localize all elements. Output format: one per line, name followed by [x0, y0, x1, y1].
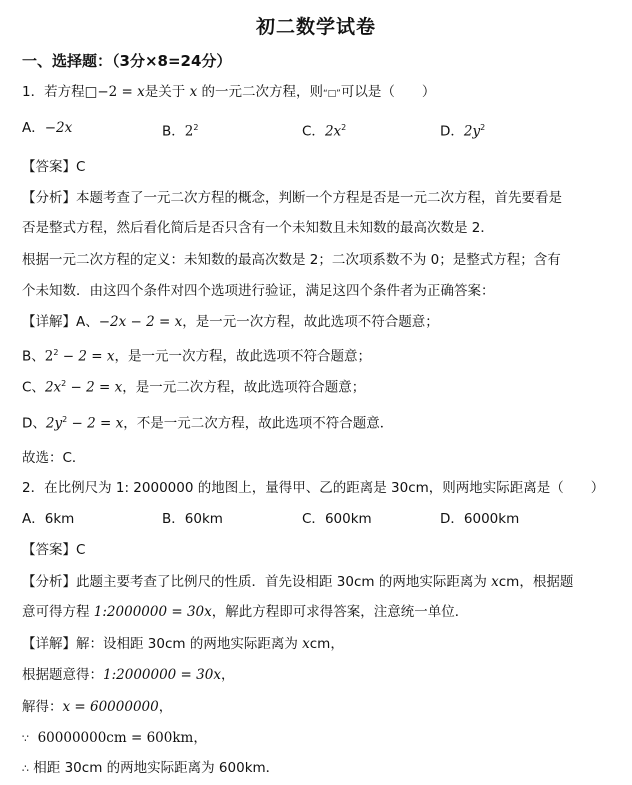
page-title: 初二数学试卷: [255, 16, 376, 38]
question-1-conclusion: 故选：C．: [22, 450, 86, 466]
question-1-detail-b: B、$2^2 - 2 = x$，是一元一次方程，故此选项不符合题意；: [22, 348, 371, 365]
question-1-stem: 1．若方程□−2 = x是关于 x 的一元二次方程，则“□”可以是（ ）: [22, 84, 436, 100]
choice-c: C．600km: [302, 511, 372, 527]
question-2-step-4: ∴ 相距 30cm 的两地实际距离为 600km．: [22, 760, 280, 776]
question-2-analysis-line-1: 【分析】此题主要考查了比例尺的性质．首先设相距 30cm 的两地实际距离为 xcm，根据题: [22, 574, 574, 590]
question-1-analysis-line-1: 【分析】本题考查了一元二次方程的概念，判断一个方程是否是一元二次方程，首先要看是: [22, 190, 562, 206]
choice-b: B．$2^2$: [162, 123, 199, 140]
question-1-detail-d: D、$2y^2 - 2 = x$，不是一元二次方程，故此选项不符合题意．: [22, 415, 394, 432]
question-2-analysis-line-2: 意可得方程 1:2000000 = 30x，解此方程即可求得答案，注意统一单位．: [22, 604, 469, 620]
question-2-step-1: 根据题意得：1:2000000 = 30x，: [22, 667, 235, 683]
choice-d: D．$2y^2$: [440, 123, 486, 140]
question-1-analysis-line-2: 否是整式方程，然后看化简后是否只含有一个未知数且未知数的最高次数是 2．: [22, 220, 494, 236]
question-1-detail-a: 【详解】A、−2x − 2 = x，是一元一次方程，故此选项不符合题意；: [22, 314, 439, 330]
question-1-answer: 【答案】C: [22, 159, 86, 175]
choice-d: D．6000km: [440, 511, 520, 527]
section-heading: 一、选择题：（3分×8=24分）: [22, 52, 232, 70]
question-2-step-2: 解得：x = 60000000，: [22, 699, 173, 715]
question-1-detail-c: C、$2x^2 - 2 = x$，是一元二次方程，故此选项符合题意；: [22, 379, 366, 396]
choice-b: B．60km: [162, 511, 223, 527]
question-2-stem: 2．在比例尺为 1: 2000000 的地图上，量得甲、乙的距离是 30cm，则两地实际距离是（ ）: [22, 480, 605, 496]
question-2-answer: 【答案】C: [22, 542, 86, 558]
choice-c: C．$2x^2$: [302, 123, 347, 140]
choice-a: A．−2x: [22, 120, 73, 136]
choice-a: A．6km: [22, 511, 75, 527]
question-2-step-3: ∵ 60000000cm = 600km，: [22, 730, 207, 746]
question-1-analysis-line-3: 根据一元二次方程的定义：未知数的最高次数是 2；二次项系数不为 0；是整式方程；含有: [22, 252, 561, 268]
question-2-detail: 【详解】解：设相距 30cm 的两地实际距离为 xcm，: [22, 636, 344, 652]
question-1-analysis-line-4: 个未知数．由这四个条件对四个选项进行验证，满足这四个条件者为正确答案：: [22, 283, 495, 299]
